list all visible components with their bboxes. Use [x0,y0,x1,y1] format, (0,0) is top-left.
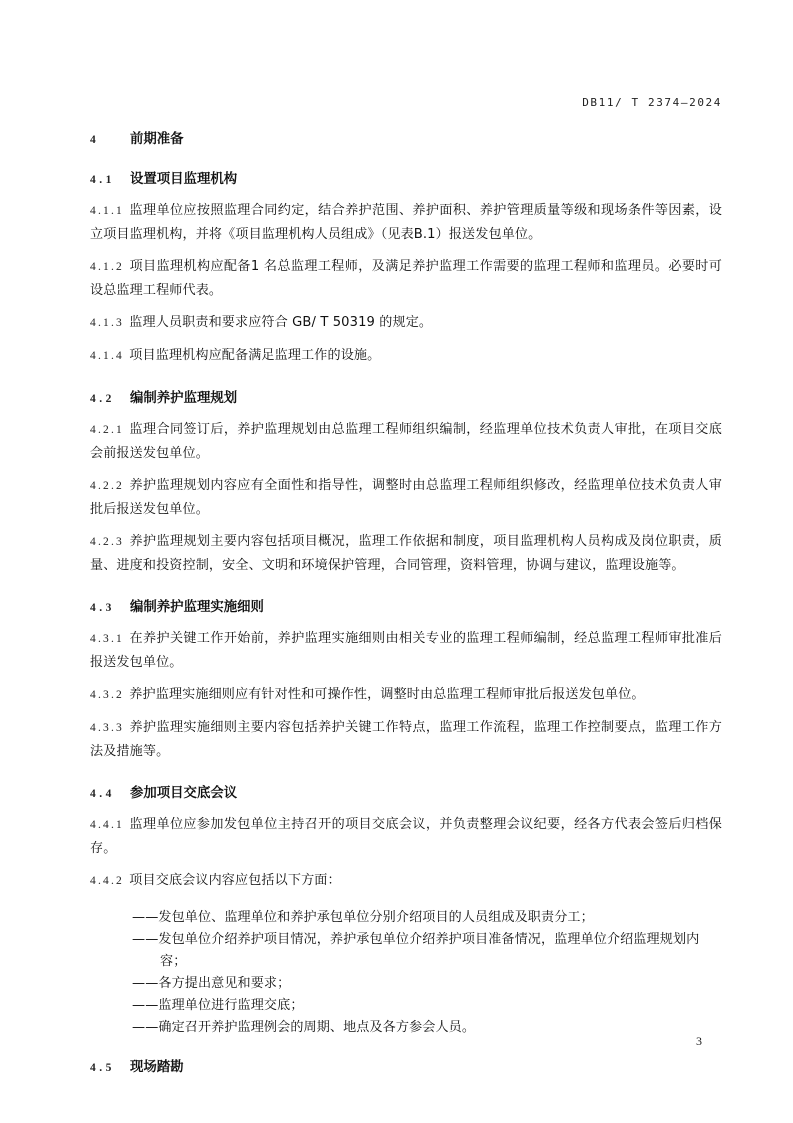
list-item: ——确定召开养护监理例会的周期、地点及各方参会人员。 [132,1020,476,1035]
subsection-title: 设置项目监理机构 [130,172,238,187]
clause-4-3-3 [90,716,722,763]
clause-text: 监理合同签订后，养护监理规划由总监理工程师组织编制，经监理单位技术负责人审批，在项目交底会前报送发包单位。 [90,422,722,461]
clause-4-4-1 [90,813,722,860]
clause-number: 4.4.2 [90,875,124,887]
clause-text: 监理人员职责和要求应符合 GB/ T 50319 的规定。 [129,315,433,330]
subsection-number: 4.2 [90,393,115,405]
document-body [90,131,722,1077]
clause-4-3-1 [90,627,722,674]
subsection-heading-4-1 [90,171,722,189]
clause-number: 4.1.2 [90,261,124,273]
subsection-number: 4.1 [90,174,115,186]
clause-4-2-2 [90,474,722,521]
clause-text: 项目交底会议内容应包括以下方面： [129,873,341,888]
clause-4-1-4 [90,344,722,368]
clause-4-1-1 [90,199,722,246]
document-code: DB11/ T 2374—2024 [582,96,722,109]
list-item: ——各方提出意见和要求； [132,976,291,991]
page-number: 3 [696,1034,702,1048]
subsection-title: 参加项目交底会议 [130,786,238,801]
clause-text: 项目监理机构应配备满足监理工作的设施。 [129,348,381,363]
clause-text: 养护监理实施细则主要内容包括养护关键工作特点，监理工作流程，监理工作控制要点，监理工作方法及措施等。 [90,720,722,759]
list-item: ——发包单位、监理单位和养护承包单位分别介绍项目的人员组成及职责分工； [132,910,594,925]
clause-4-2-3 [90,530,722,577]
list-item: ——监理单位进行监理交底； [132,998,304,1013]
clause-text: 养护监理实施细则应有针对性和可操作性，调整时由总监理工程师审批后报送发包单位。 [129,687,645,702]
section-title: 前期准备 [130,132,184,147]
clause-number: 4.3.1 [90,633,124,645]
subsection-heading-4-3 [90,599,722,617]
clause-4-2-1 [90,418,722,465]
clause-number: 4.2.2 [90,480,124,492]
clause-number: 4.1.3 [90,317,124,329]
subsection-heading-4-4 [90,785,722,803]
clause-text: 项目监理机构应配备1 名总监理工程师，及满足养护监理工作需要的监理工程师和监理员。必要时可设总监理工程师代表。 [90,259,722,298]
clause-4-3-2 [90,683,722,707]
section-number: 4 [90,134,100,146]
subsection-heading-4-2 [90,390,722,408]
clause-text: 监理单位应参加发包单位主持召开的项目交底会议，并负责整理会议纪要，经各方代表会签后归档保存。 [90,817,722,856]
clause-number: 4.2.3 [90,536,124,548]
clause-number: 4.3.2 [90,689,124,701]
clause-text: 养护监理规划主要内容包括项目概况，监理工作依据和制度，项目监理机构人员构成及岗位职责，质量、进度和投资控制，安全、文明和环境保护管理，合同管理，资料管理，协调与建议，监理设施等。 [90,534,722,573]
clause-text: 在养护关键工作开始前，养护监理实施细则由相关专业的监理工程师编制，经总监理工程师审批准后报送发包单位。 [90,631,722,670]
subsection-title: 编制养护监理规划 [130,391,238,406]
list-item: ——发包单位介绍养护项目情况，养护承包单位介绍养护项目准备情况，监理单位介绍监理规划内容； [132,932,700,969]
subsection-number: 4.5 [90,1062,115,1074]
subsection-title: 现场踏勘 [130,1060,184,1075]
clause-4-1-3 [90,311,722,335]
subsection-heading-4-5 [90,1059,722,1077]
clause-number: 4.2.1 [90,424,124,436]
clause-number: 4.1.4 [90,350,124,362]
clause-number: 4.3.3 [90,722,124,734]
subsection-title: 编制养护监理实施细则 [130,600,264,615]
clause-4-4-2 [90,869,722,893]
subsection-number: 4.4 [90,788,115,800]
meeting-content-list [90,907,722,1039]
clause-text: 监理单位应按照监理合同约定，结合养护范围、养护面积、养护管理质量等级和现场条件等因素，设立项目监理机构，并将《项目监理机构人员组成》（见表B.1）报送发包单位。 [90,203,722,242]
clause-4-1-2 [90,255,722,302]
section-heading [90,131,722,149]
subsection-number: 4.3 [90,602,115,614]
clause-text: 养护监理规划内容应有全面性和指导性，调整时由总监理工程师组织修改，经监理单位技术负责人审批后报送发包单位。 [90,478,722,517]
clause-number: 4.1.1 [90,205,124,217]
clause-number: 4.4.1 [90,819,124,831]
